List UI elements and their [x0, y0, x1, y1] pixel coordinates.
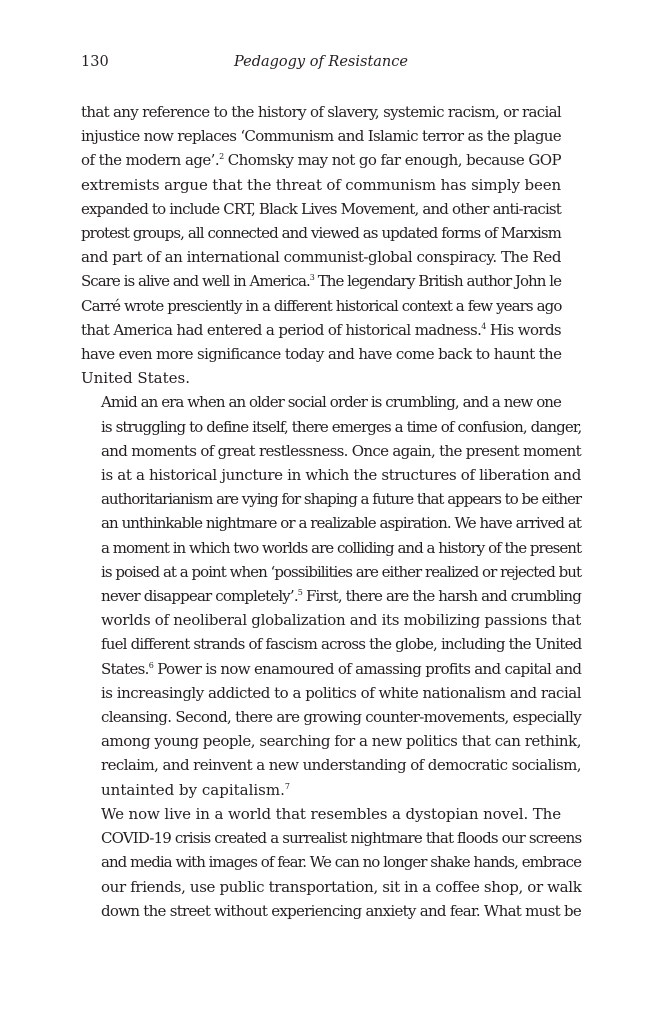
text-line	[81, 705, 581, 729]
text-line	[81, 173, 561, 197]
text-segment: is poised at a point when ‘possibilities are either realized or rejected but	[101, 562, 582, 581]
text-segment: our friends, use public transportation, sit in a coffee shop, or walk	[101, 877, 582, 896]
text-segment: His words	[485, 320, 562, 339]
text-line	[81, 802, 561, 826]
text-segment: never disappear completely’.	[101, 587, 298, 606]
text-line	[81, 511, 581, 535]
text-segment: a moment in which two worlds are colliding and a history of the present	[101, 538, 581, 557]
text-segment: protest groups, all connected and viewed as updated forms of Marxism	[81, 224, 561, 243]
footnote-marker[interactable]: 5	[297, 588, 303, 598]
text-segment: COVID-19 crisis created a surrealist nightmare that floods our screens	[101, 829, 582, 848]
text-segment: among young people, searching for a new politics that can rethink,	[101, 732, 581, 751]
footnote-marker[interactable]: 7	[284, 781, 290, 791]
text-line	[81, 415, 582, 439]
text-line	[81, 294, 561, 318]
text-segment: and moments of great restlessness. Once again, the present moment	[101, 441, 581, 460]
text-segment: Scare is alive and well in America.	[81, 272, 310, 291]
text-segment: Carré wrote presciently in a different historical context a few years ago	[81, 296, 562, 315]
text-line	[81, 390, 561, 414]
running-head	[81, 52, 561, 74]
text-line	[81, 681, 581, 705]
page-number: 130	[81, 54, 109, 70]
text-line	[81, 584, 581, 608]
text-segment: extremists argue that the threat of communism has simply been	[81, 175, 561, 194]
text-line	[81, 826, 582, 850]
text-line	[81, 608, 581, 632]
text-line	[81, 657, 582, 681]
footnote-marker[interactable]: 4	[481, 321, 486, 331]
text-line	[81, 560, 582, 584]
text-segment: is struggling to define itself, there emerges a time of confusion, danger,	[101, 417, 582, 436]
text-line	[81, 318, 561, 342]
text-line	[81, 342, 561, 366]
text-line	[81, 197, 561, 221]
text-segment: that America had entered a period of historical madness.	[81, 320, 482, 339]
text-line	[81, 632, 582, 656]
text-line	[81, 899, 581, 923]
text-segment: cleansing. Second, there are growing counter-movements, especially	[101, 708, 581, 727]
text-line	[81, 729, 581, 753]
text-line	[81, 875, 582, 899]
footnote-marker[interactable]: 2	[219, 152, 224, 162]
text-segment: untainted by capitalism.	[101, 780, 285, 799]
text-line	[81, 148, 561, 172]
text-line	[81, 269, 561, 293]
text-segment: is increasingly addicted to a politics of white nationalism and racial	[101, 683, 581, 702]
text-line	[81, 463, 581, 487]
text-segment: injustice now replaces ‘Communism and Islamic terror as the plague	[81, 127, 561, 146]
paragraph	[81, 100, 561, 390]
text-segment: and part of an international communist-global conspiracy. The Red	[81, 248, 561, 267]
paragraph	[81, 390, 582, 801]
text-line	[81, 245, 561, 269]
text-segment: is at a historical juncture in which the structures of liberation and	[101, 466, 581, 485]
text-segment: an unthinkable nightmare or a realizable aspiration. We have arrived at	[101, 514, 581, 533]
text-line	[81, 124, 561, 148]
text-segment: have even more significance today and have come back to haunt the	[81, 345, 562, 364]
text-segment: that any reference to the history of slavery, systemic racism, or racial	[81, 103, 561, 121]
text-line	[81, 778, 561, 802]
text-segment: down the street without experiencing anxiety and fear. What must be	[101, 901, 581, 920]
footnote-marker[interactable]: 3	[309, 273, 314, 283]
text-line	[81, 221, 561, 245]
text-segment: Amid an era when an older social order is crumbling, and a new one	[101, 393, 561, 412]
text-segment: and media with images of fear. We can no longer shake hands, embrace	[101, 853, 581, 872]
text-line	[81, 439, 581, 463]
text-segment: fuel different strands of fascism across the globe, including the United	[101, 635, 582, 654]
text-line	[81, 487, 581, 511]
text-line	[81, 753, 581, 777]
text-segment: of the modern age’.	[81, 151, 220, 170]
text-segment: We now live in a world that resembles a dystopian novel. The	[101, 804, 561, 823]
text-segment: Power is now enamoured of amassing profits and capital and	[153, 659, 582, 678]
text-line	[81, 100, 561, 124]
text-segment: expanded to include CRT, Black Lives Movement, and other anti-racist	[81, 199, 561, 218]
text-segment: authoritarianism are vying for shaping a future that appears to be either	[101, 490, 581, 509]
body-text	[81, 100, 582, 923]
text-segment: The legendary British author John le	[313, 272, 561, 291]
text-segment: First, there are the harsh and crumbling	[302, 587, 581, 606]
text-line	[81, 536, 581, 560]
text-segment: reclaim, and reinvent a new understanding of democratic socialism,	[101, 756, 581, 775]
text-line	[81, 366, 561, 390]
text-line	[81, 850, 581, 874]
footnote-marker[interactable]: 6	[148, 660, 154, 670]
text-segment: States.	[101, 659, 149, 678]
running-title: Pedagogy of Resistance	[234, 54, 408, 70]
paragraph	[81, 802, 582, 923]
text-segment: worlds of neoliberal globalization and its mobilizing passions that	[101, 611, 581, 630]
text-segment: United States.	[81, 369, 190, 388]
text-segment: Chomsky may not go far enough, because GOP	[223, 151, 561, 170]
